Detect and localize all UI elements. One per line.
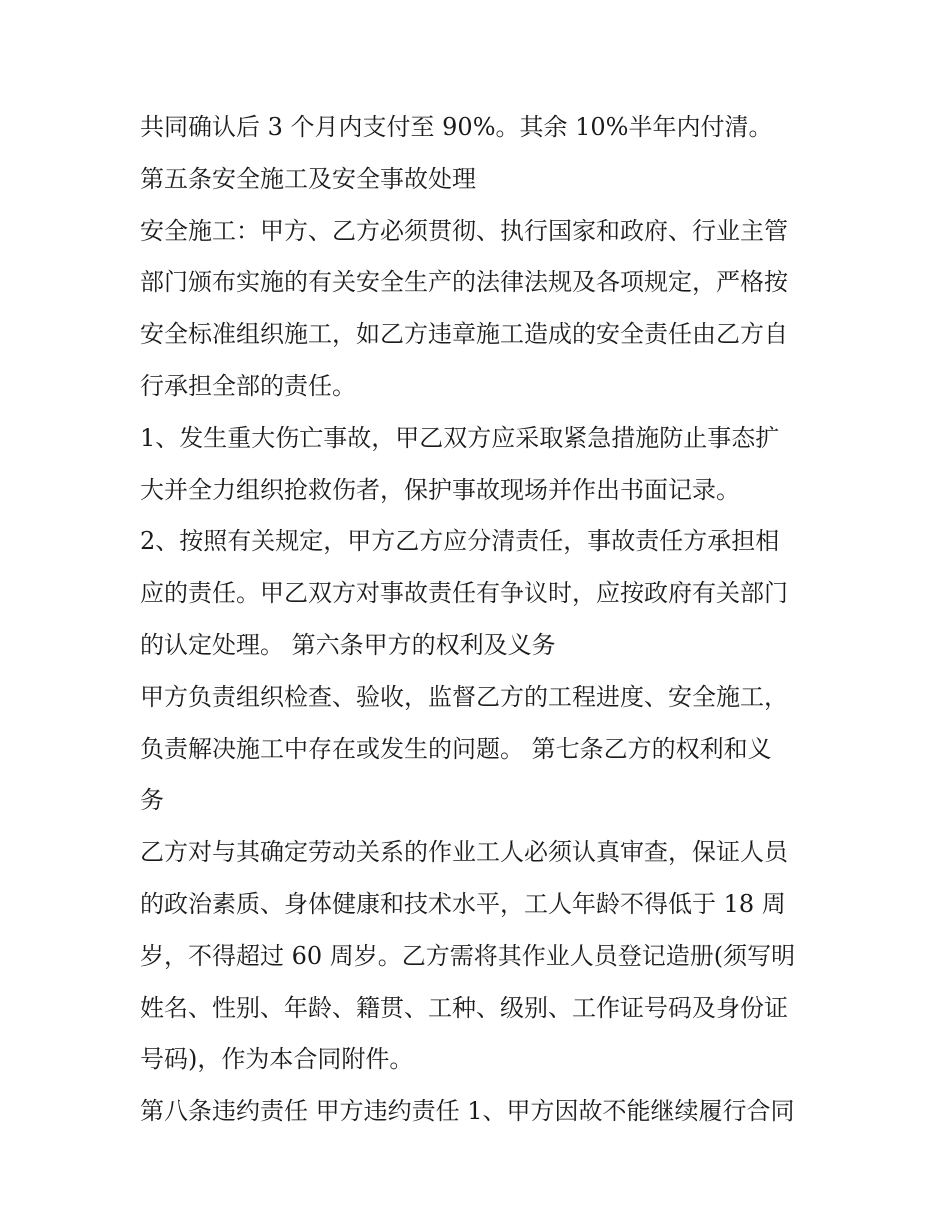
text-line: 2、按照有关规定，甲方乙方应分清责任，事故责任方承担相: [140, 527, 780, 556]
text-line: 负责解决施工中存在或发生的问题。 第七条乙方的权利和义: [140, 734, 772, 763]
text-line: 安全施工：甲方、乙方必须贯彻、执行国家和政府、行业主管: [140, 216, 788, 245]
text-line: 行承担全部的责任。: [140, 371, 356, 400]
section-heading: 第五条安全施工及安全事故处理: [140, 164, 476, 193]
text-line: 大并全力组织抢救伤者，保护事故现场并作出书面记录。: [140, 475, 740, 504]
text-line: 的认定处理。 第六条甲方的权利及义务: [140, 630, 556, 659]
text-line: 部门颁布实施的有关安全生产的法律法规及各项规定，严格按: [140, 268, 788, 297]
text-line: 甲方负责组织检查、验收，监督乙方的工程进度、安全施工，: [140, 682, 788, 711]
text-line: 安全标准组织施工，如乙方违章施工造成的安全责任由乙方自: [140, 320, 788, 349]
text-line: 岁，不得超过 60 周岁。乙方需将其作业人员登记造册(须写明: [140, 941, 796, 970]
text-line: 姓名、性别、年龄、籍贯、工种、级别、工作证号码及身份证: [140, 993, 788, 1022]
text-line: 号码)，作为本合同附件。: [140, 1045, 414, 1074]
text-line: 乙方对与其确定劳动关系的作业工人必须认真审查，保证人员: [140, 838, 788, 867]
text-line: 的政治素质、身体健康和技术水平，工人年龄不得低于 18 周: [140, 889, 786, 918]
text-line: 1、发生重大伤亡事故，甲乙双方应采取紧急措施防止事态扩: [140, 423, 780, 452]
text-line: 务: [140, 786, 164, 815]
document-body: [140, 102, 820, 1138]
text-line: 共同确认后 3 个月内支付至 90%。其余 10%半年内付清。: [140, 113, 773, 141]
text-line: 第八条违约责任 甲方违约责任 1、甲方因故不能继续履行合同: [140, 1097, 795, 1126]
text-line: 应的责任。甲乙双方对事故责任有争议时，应按政府有关部门: [140, 579, 788, 608]
